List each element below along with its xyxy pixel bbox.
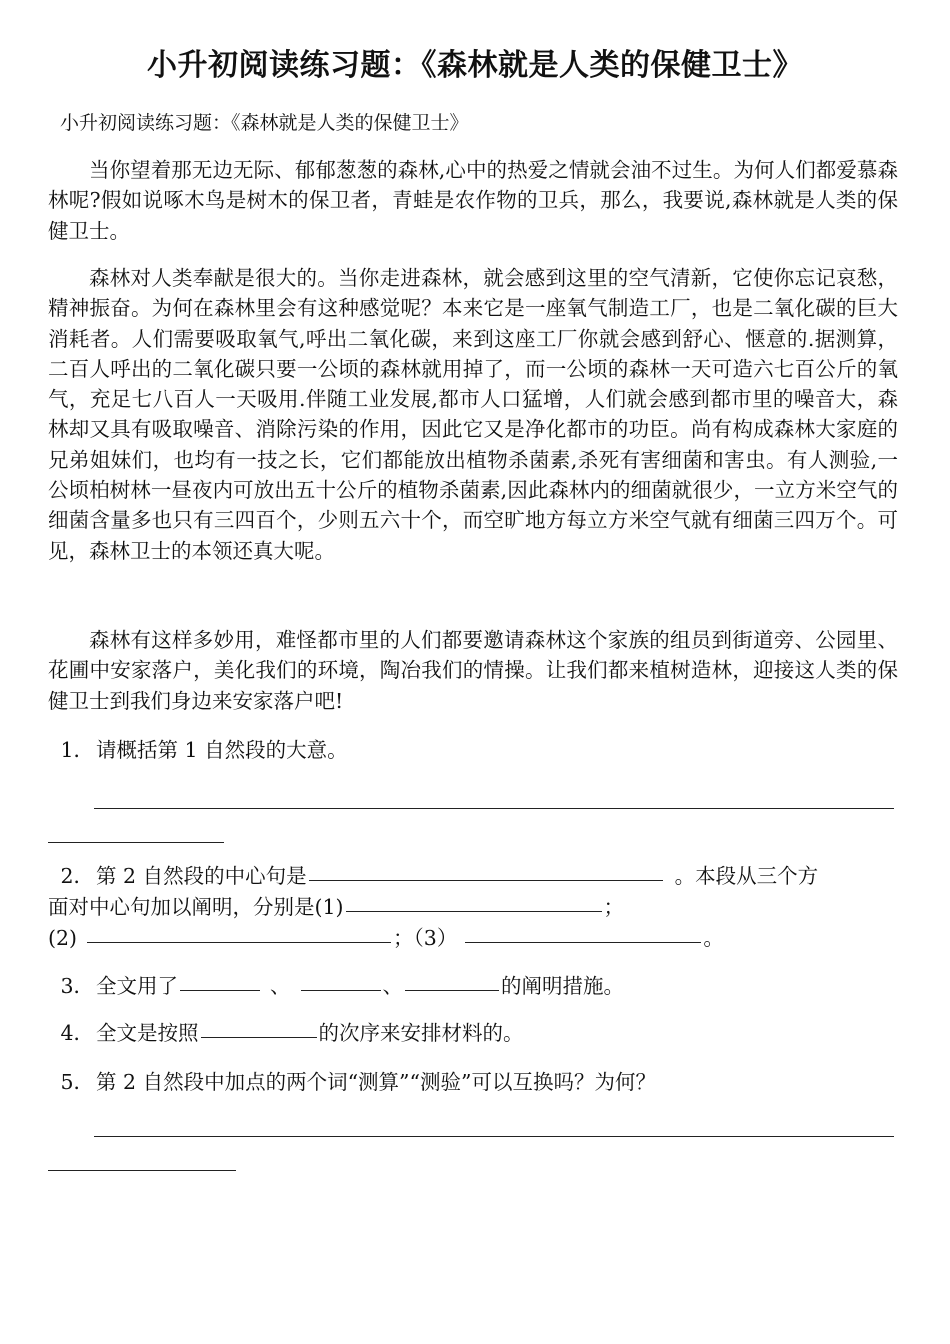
paragraph-3: 森林有这样多妙用，难怪都市里的人们都要邀请森林这个家族的组员到街道旁、公园里、花圃中安家落户，美化我们的环境，陶冶我们的情操。让我们都来植树造林，迎接这人类的保健卫士到我们身边来安家落户吧!: [48, 628, 898, 713]
separator: 、: [382, 974, 403, 998]
blank-order[interactable]: [201, 1036, 317, 1038]
question-text: 。本段从三个方: [674, 864, 819, 888]
question-text: ；: [603, 895, 625, 919]
blank-aspect-3[interactable]: [465, 941, 701, 943]
question-text: (2): [48, 926, 78, 950]
separator: 、: [270, 974, 291, 998]
paragraph-2: 森林对人类奉献是很大的。当你走进森林，就会感到这里的空气清新，它使你忘记哀愁，精神振奋。为何在森林里会有这种感觉呢？本来它是一座氧气制造工厂，也是二氧化碳的巨大消耗者。人们需要吸取氧气,呼出二氧化碳，来到这座工厂你就会感到舒心、惬意的.据测算，二百人呼出的二氧化碳只要一公顷的森林就用掉了，而一公顷的森林一天可造六七百公斤的氧气，充足七八百人一天吸用.伴随工业发展,都市人口猛增，人们就会感到都市里的噪音大，森林却又具有吸取噪音、消除污染的作用，因此它又是净化都市的功臣。尚有构成森林大家庭的兄弟姐妹们，也均有一技之长，它们都能放出植物杀菌素,杀死有害细菌和害虫。有人测验,一公顷柏树林一昼夜内可放出五十公斤的植物杀菌素,因此森林内的细菌就很少，一立方米空气的细菌含量多也只有三四百个，少则五六十个，而空旷地方每立方米空气就有细菌三四万个。可见，森林卫士的本领还真大呢。: [48, 266, 898, 563]
answer-line-1a[interactable]: [94, 808, 894, 809]
question-number: 5．: [60, 1070, 94, 1094]
blank-aspect-2[interactable]: [87, 941, 391, 943]
question-number: 1．: [60, 738, 94, 762]
question-3: [48, 971, 906, 1002]
question-text: 的阐明措施。: [501, 974, 624, 998]
blank-method-3[interactable]: [405, 989, 499, 991]
question-text: 第 2 自然段中加点的两个词“测算”“测验”可以互换吗？为何？: [96, 1070, 656, 1094]
question-5: [48, 1067, 906, 1098]
question-text: 全文用了: [96, 974, 178, 998]
question-text: 请概括第 1 自然段的大意。: [96, 738, 348, 762]
question-number: 3．: [60, 974, 94, 998]
answer-line-5a[interactable]: [94, 1136, 894, 1137]
blank-aspect-1[interactable]: [346, 910, 602, 912]
paragraph-1: 当你望着那无边无际、郁郁葱葱的森林,心中的热爱之情就会油不过生。为何人们都爱慕森林呢?假如说啄木鸟是树木的保卫者，青蛙是农作物的卫兵，那么，我要说,森林就是人类的保健卫士。: [48, 158, 898, 243]
blank-method-2[interactable]: [301, 989, 381, 991]
question-number: 2．: [60, 864, 94, 888]
blank-central-sentence[interactable]: [309, 879, 663, 881]
question-text: 全文是按照: [96, 1021, 199, 1045]
question-text: 。: [703, 926, 724, 950]
answer-line-1b[interactable]: [48, 842, 224, 843]
question-text: 第 2 自然段的中心句是: [96, 864, 307, 888]
question-1: [48, 735, 906, 766]
question-2: [48, 861, 906, 954]
blank-method-1[interactable]: [180, 989, 260, 991]
question-text: 面对中心句加以阐明，分别是(1): [48, 895, 344, 919]
document-title: 小升初阅读练习题：《森林就是人类的保健卫士》: [147, 48, 803, 83]
question-number: 4．: [60, 1021, 94, 1045]
answer-line-5b[interactable]: [48, 1170, 236, 1171]
question-4: [48, 1018, 906, 1049]
question-text: 的次序来安排材料的。: [318, 1021, 524, 1045]
question-text: ；（3）: [393, 926, 458, 950]
document-subtitle: 小升初阅读练习题：《森林就是人类的保健卫士》: [60, 112, 469, 134]
